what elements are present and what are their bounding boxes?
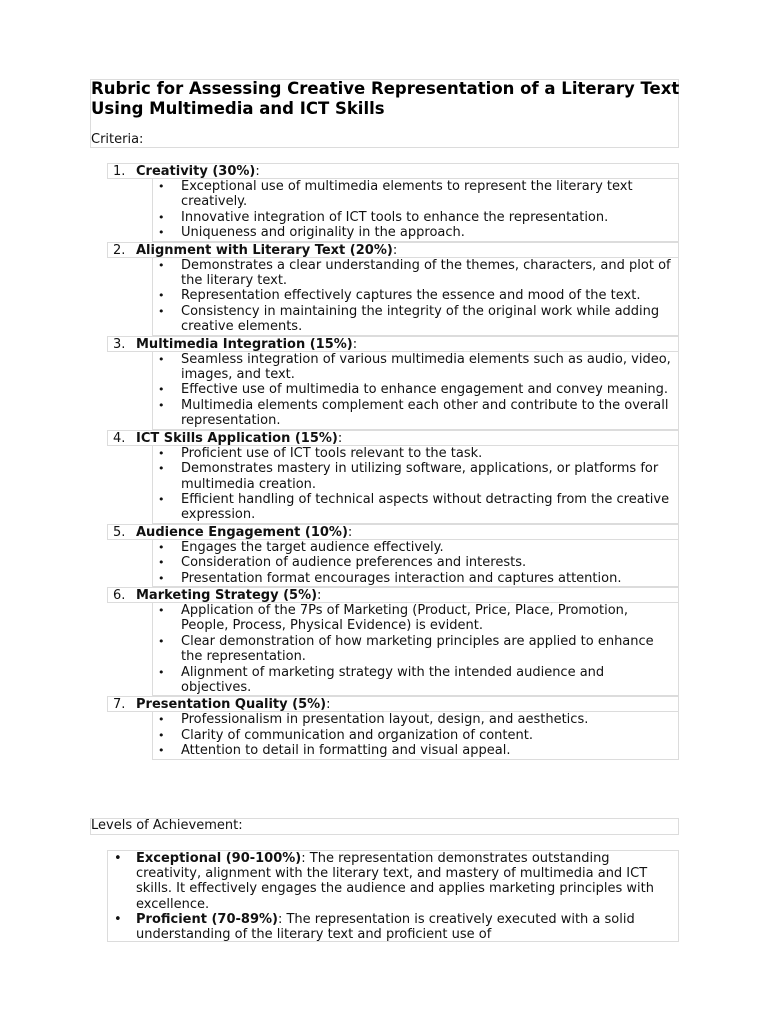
criterion-heading: [107, 163, 679, 179]
criterion-title: Multimedia Integration (15%): [136, 336, 353, 352]
criterion-item: [107, 524, 679, 587]
criterion-bullets: [152, 352, 679, 430]
level-term: Exceptional (90-100%): [136, 851, 302, 866]
criterion-bullets: [152, 258, 679, 336]
criterion-colon: :: [317, 587, 322, 603]
criterion-bullet: • Proficient use of ICT tools relevant to the task.: [153, 446, 678, 461]
criterion-title: Alignment with Literary Text (20%): [136, 242, 393, 258]
criterion-colon: :: [326, 697, 331, 713]
criterion-colon: :: [337, 430, 343, 446]
criteria-list: [107, 163, 679, 760]
criterion-title: Audience Engagement (10%): [136, 524, 348, 540]
criterion-heading: [107, 242, 679, 258]
criterion-colon: :: [392, 242, 398, 258]
criterion-title: Presentation Quality (5%): [136, 697, 327, 713]
criterion-colon: :: [255, 164, 260, 179]
criterion-bullet: • Representation effectively captures the essence and mood of the text.: [153, 288, 678, 303]
criterion-heading: [107, 336, 679, 352]
criterion-bullet: • Demonstrates mastery in utilizing software, applications, or platforms for multimedia creation.: [153, 461, 678, 492]
criterion-bullet: • Consistency in maintaining the integrity of the original work while adding creative elements.: [153, 304, 678, 335]
level-item: [108, 851, 678, 912]
level-item: [108, 912, 678, 942]
criterion-bullet: • Attention to detail in formatting and visual appeal.: [153, 743, 678, 758]
criterion-bullet: • Demonstrates a clear understanding of the themes, characters, and plot of the literary text.: [153, 258, 678, 289]
criterion-bullets: [152, 179, 679, 242]
criterion-colon: :: [347, 524, 353, 540]
criterion-title: Marketing Strategy (5%): [136, 587, 318, 603]
criterion-bullet: • Efficient handling of technical aspects without detracting from the creative expression.: [153, 492, 678, 523]
criterion-item: [107, 242, 679, 336]
criterion-bullet: • Exceptional use of multimedia elements to represent the literary text creatively.: [153, 179, 678, 210]
criterion-title: Creativity (30%): [136, 164, 256, 179]
criterion-item: [107, 336, 679, 430]
criterion-bullet: • Innovative integration of ICT tools to enhance the representation.: [153, 210, 678, 225]
criterion-title-line: [136, 164, 260, 179]
criterion-bullet: • Professionalism in presentation layout, design, and aesthetics.: [153, 712, 678, 727]
criterion-title-line: [136, 697, 330, 712]
criterion-number: 5.: [113, 524, 126, 540]
criterion-title-line: [136, 431, 342, 446]
criterion-number: 1.: [113, 164, 126, 179]
criterion-number: 7.: [113, 697, 126, 713]
criterion-bullets: [152, 446, 679, 524]
criterion-bullet: • Application of the 7Ps of Marketing (Product, Price, Place, Promotion, People, Process, Physical Evidence) is evident.: [153, 603, 678, 634]
criterion-title: ICT Skills Application (15%): [136, 430, 338, 446]
criterion-bullets: [152, 603, 679, 696]
criterion-number: 2.: [113, 242, 126, 258]
criterion-bullets: [152, 712, 679, 759]
criterion-bullet: • Presentation format encourages interaction and captures attention.: [153, 571, 678, 586]
level-term: Proficient (70-89%): [136, 911, 278, 927]
criterion-number: 6.: [113, 587, 126, 603]
criterion-heading: [107, 696, 679, 712]
levels-label: Levels of Achievement:: [91, 818, 243, 833]
criterion-bullets: [152, 540, 679, 587]
criterion-bullet: • Alignment of marketing strategy with the intended audience and objectives.: [153, 665, 678, 696]
criterion-number: 4.: [113, 430, 126, 446]
level-description: : The representation is creatively executed with a solid understanding of the literary text and proficient use of: [136, 911, 635, 942]
criterion-item: [107, 696, 679, 759]
levels-list: [107, 850, 679, 942]
criterion-bullet: • Clear demonstration of how marketing principles are applied to enhance the representation.: [153, 634, 678, 665]
criterion-heading: [107, 524, 679, 540]
criterion-item: [107, 587, 679, 696]
criterion-bullet: • Multimedia elements complement each other and contribute to the overall representation.: [153, 398, 678, 429]
criterion-bullet: • Seamless integration of various multimedia elements such as audio, video, images, and text.: [153, 352, 678, 383]
criterion-colon: :: [352, 336, 358, 352]
criterion-bullet: • Consideration of audience preferences and interests.: [153, 555, 678, 570]
criterion-heading: [107, 587, 679, 603]
criterion-bullet: • Effective use of multimedia to enhance engagement and convey meaning.: [153, 382, 678, 397]
criterion-bullet: • Engages the target audience effectively.: [153, 540, 678, 555]
criterion-item: [107, 163, 679, 242]
document-title: Rubric for Assessing Creative Representation of a Literary Text Using Multimedia and ICT Skills: [91, 79, 680, 118]
level-description: : The representation demonstrates outstanding creativity, alignment with the literary text, and mastery of multimedia and ICT skills. It effectively engages the audience and applies marketing principles with excellence.: [136, 851, 654, 912]
criterion-bullet: • Clarity of communication and organization of content.: [153, 728, 678, 743]
criterion-number: 3.: [113, 336, 126, 352]
criterion-title-line: [136, 525, 352, 540]
criterion-title-line: [136, 337, 357, 352]
criterion-item: [107, 430, 679, 524]
criteria-label: Criteria:: [91, 132, 144, 147]
criterion-title-line: [136, 588, 321, 603]
criterion-heading: [107, 430, 679, 446]
criterion-title-line: [136, 243, 397, 258]
criterion-bullet: • Uniqueness and originality in the approach.: [153, 225, 678, 240]
